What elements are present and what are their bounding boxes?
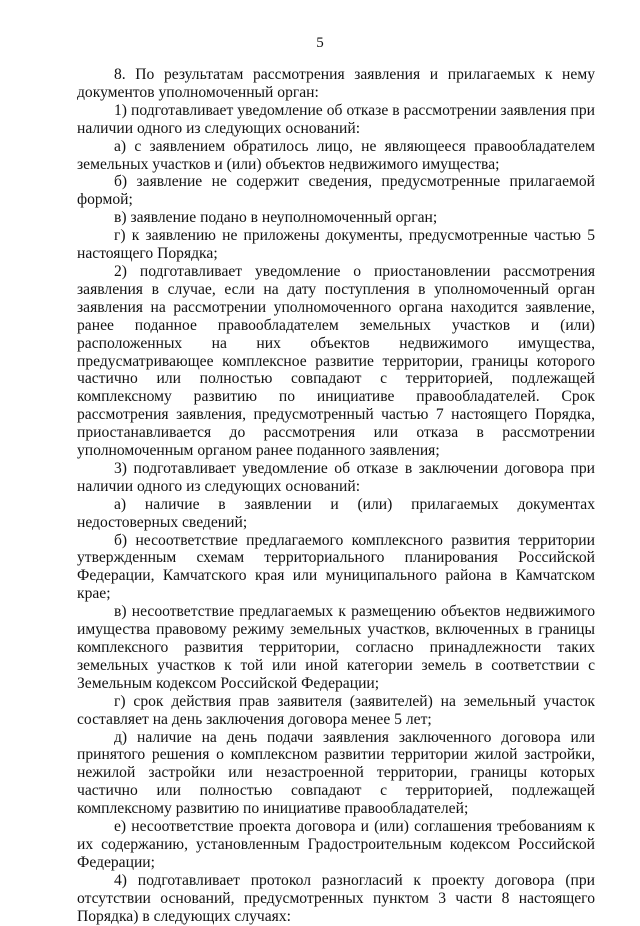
paragraph-8-3-v: в) несоответствие предлагаемых к размещению объектов недвижимого имущества правовому режиму земельных участков, включенных в границы комплексного развития территории, согласно принадлежности таких земельных участков к той или иной категории земель в соответствии с Земельным кодексом Российской Федерации; — [77, 603, 595, 692]
paragraph-8-3-a: а) наличие в заявлении и (или) прилагаемых документах недостоверных сведений; — [77, 495, 595, 531]
paragraph-8-3-b: б) несоответствие предлагаемого комплексного развития территории утвержденным схемам территориального планирования Российской Федерации, Камчатского края или муниципального района в Камчатском крае; — [77, 531, 595, 603]
paragraph-8-3-d: д) наличие на день подачи заявления заключенного договора или принятого решения о комплексном развитии территории жилой застройки, нежилой застройки или незастроенной территории, границы которых частично или полностью совпадают с территорией, подлежащей комплексному развитию по инициативе правообладателей; — [77, 728, 595, 818]
document-body — [77, 66, 595, 926]
paragraph-8-1-a: а) с заявлением обратилось лицо, не являющееся правообладателем земельных участков и (или) объектов недвижимого имущества; — [77, 137, 595, 173]
paragraph-8-3: 3) подготавливает уведомление об отказе в заключении договора при наличии одного из следующих оснований: — [77, 459, 595, 495]
paragraph-8-4: 4) подготавливает протокол разногласий к проекту договора (при отсутствии оснований, предусмотренных пунктом 3 части 8 настоящего Порядка) в следующих случаях: — [77, 871, 595, 925]
page-number: 5 — [316, 35, 324, 51]
paragraph-8-1: 1) подготавливает уведомление об отказе в рассмотрении заявления при наличии одного из следующих оснований: — [77, 101, 595, 137]
paragraph-8-1-g: г) к заявлению не приложены документы, предусмотренные частью 5 настоящего Порядка; — [77, 227, 595, 263]
paragraph-8-1-v: в) заявление подано в неуполномоченный орган; — [114, 209, 438, 227]
paragraph-8-3-g: г) срок действия прав заявителя (заявителей) на земельный участок составляет на день заключения договора менее 5 лет; — [77, 692, 595, 728]
paragraph-8: 8. По результатам рассмотрения заявления и прилагаемых к нему документов уполномоченный орган: — [77, 66, 595, 101]
paragraph-8-1-b: б) заявление не содержит сведения, предусмотренные прилагаемой формой; — [77, 173, 595, 209]
paragraph-8-3-e: е) несоответствие проекта договора и (или) соглашения требованиям к их содержанию, установленным Градостроительным кодексом Российской Федерации; — [77, 818, 595, 871]
paragraph-8-2: 2) подготавливает уведомление о приостановлении рассмотрения заявления в случае, если на дату поступления в уполномоченный орган заявления на рассмотрении уполномоченного органа находится заявление, ранее поданное правообладателем земельных участков и (или) расположенных на них объектов недвижимого имущества, предусматривающее комплексное развитие территории, границы которого частично или полностью совпадают с территорией, подлежащей комплексному развитию по инициативе правообладателей. Срок рассмотрения заявления, предусмотренный частью 7 настоящего Порядка, приостанавливается до рассмотрения или отказа в рассмотрении уполномоченным органом ранее поданного заявления; — [77, 262, 595, 460]
